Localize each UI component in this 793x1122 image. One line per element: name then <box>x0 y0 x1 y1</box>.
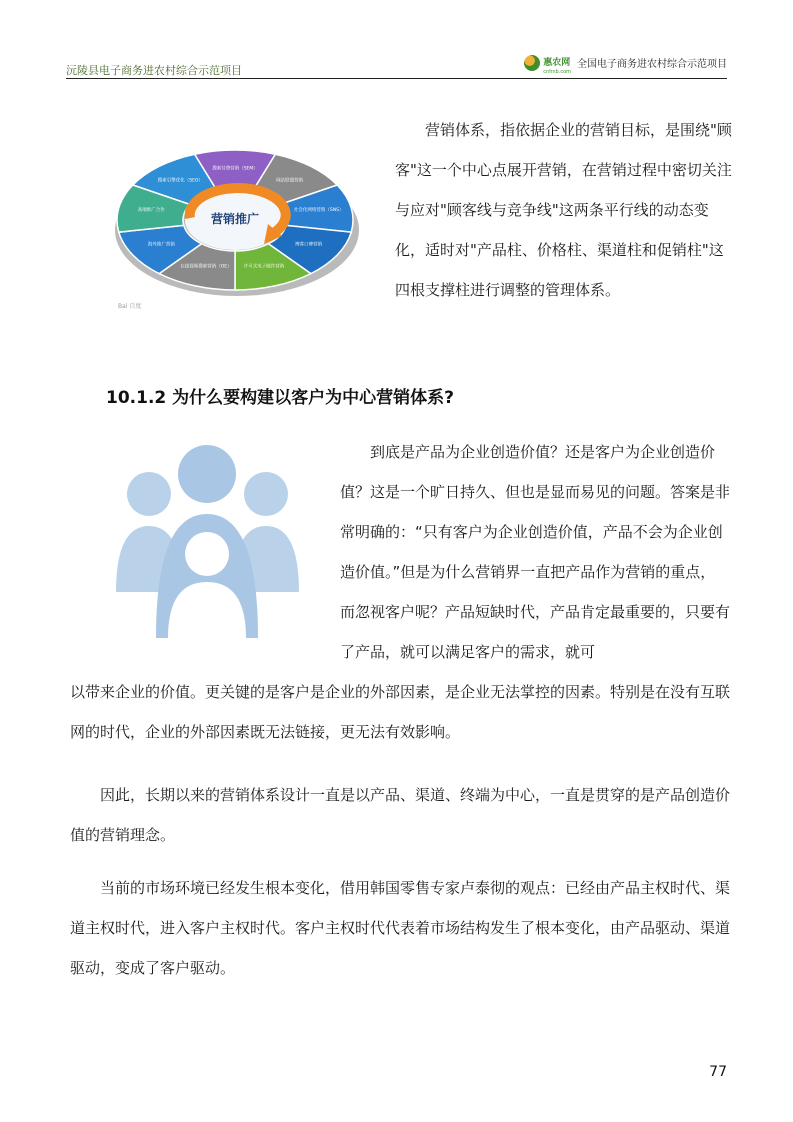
paragraph-marketing-system: 营销体系，指依据企业的营销目标，是围绕"顾客"这一个中心点展开营销，在营销过程中密切关注与应对"顾客线与竞争线"这两条平行线的动态变化，适时对"产品柱、价格柱、渠道柱和促销柱"这四根支撑柱进行调整的管理体系。 <box>395 121 732 299</box>
diagram-watermark: Bai 百度 <box>118 303 142 310</box>
diagram-segment-label: 网站联盟营销 <box>276 178 304 184</box>
diagram-segment-label: 高端推广合作 <box>137 208 165 214</box>
paragraph-external-factor: 以带来企业的价值。更关键的是客户是企业的外部因素，是企业无法掌控的因素。特别是在没有互联网的时代，企业的外部因素既无法链接，更无法有效影响。 <box>70 683 731 741</box>
diagram-segment-label: 博客口碑营销 <box>295 242 323 248</box>
diagram-segment-label: 许可式电子邮件营销 <box>243 264 285 270</box>
diagram-segment-label: 搜索付费营销（SEM） <box>212 166 258 172</box>
diagram-segment-label: 在线视频搜索营销（OE） <box>180 264 232 270</box>
diagram-segment-label: 社会化网络营销（SNS） <box>293 208 344 214</box>
logo-text: 惠农网 <box>543 58 571 68</box>
diagram-center-label: 营销推广 <box>210 212 260 226</box>
marketing-diagram <box>110 122 360 312</box>
header-right <box>524 50 727 75</box>
logo-icon <box>524 55 540 71</box>
logo-subtext: cnhnb.com <box>543 69 571 75</box>
section-heading: 10.1.2 为什么要构建以客户为中心营销体系? <box>106 388 455 408</box>
diagram-segment-label: 搜索引擎优化（SEO） <box>157 178 203 184</box>
diagram-segment-label: 海外推广营销 <box>147 242 175 248</box>
paragraph-product-centric: 因此，长期以来的营销体系设计一直是以产品、渠道、终端为中心，一直是贯穿的是产品创造价值的营销理念。 <box>70 786 731 844</box>
header-divider <box>66 78 727 79</box>
logo <box>524 50 571 75</box>
header-national-title: 全国电子商务进农村综合示范项目 <box>577 59 727 70</box>
paragraph-value-question: 到底是产品为企业创造价值？还是客户为企业创造价值？这是一个旷日持久、但也是显而易见的问题。答案是非常明确的：“只有客户为企业创造价值，产品不会为企业创造价值。”但是为什么营销界一直把产品作为营销的重点，而忽视客户呢？产品短缺时代，产品肯定最重要的，只要有了产品，就可以满足客户的需求，就可 <box>340 443 731 661</box>
page-number: 77 <box>709 1064 727 1080</box>
paragraph-customer-sovereignty: 当前的市场环境已经发生根本变化，借用韩国零售专家卢泰彻的观点：已经由产品主权时代、渠道主权时代，进入客户主权时代。客户主权时代代表着市场结构发生了根本变化，由产品驱动、渠道驱动，变成了客户驱动。 <box>70 879 731 977</box>
header-project-title: 沅陵县电子商务进农村综合示范项目 <box>66 64 242 77</box>
customer-group-icon <box>116 442 299 638</box>
